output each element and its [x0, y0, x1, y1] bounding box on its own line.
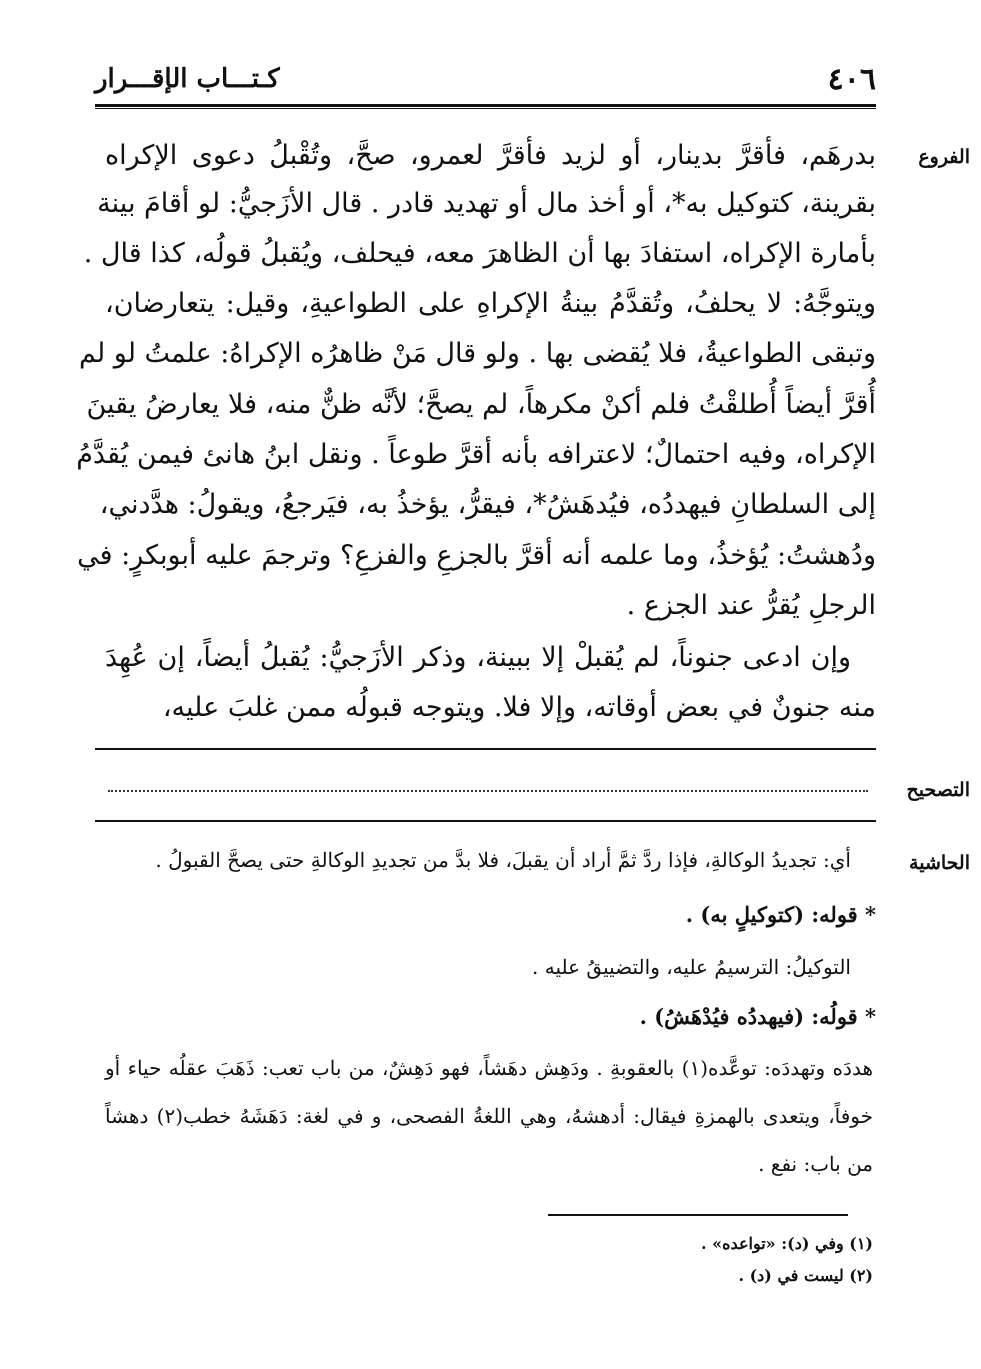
main-line-5: وتبقى الطواعيةُ، فلا يُقضى بها . ولو قال مَنْ ظاهرُه الإكراهُ: علمتُ لو لم: [78, 338, 876, 369]
book-title: كـتـــاب الإقـــرار: [95, 64, 280, 94]
tashih-dotted-line: [108, 790, 868, 792]
page-number: ٤٠٦: [827, 62, 876, 97]
separator-rule-2: [95, 820, 876, 822]
footnote-1: (١) وفي (د): «تواعده» .: [701, 1234, 873, 1253]
main-line-10: الرجلِ يُقرُّ عند الجزع .: [626, 590, 876, 621]
side-label-hashiya: الحاشية: [909, 852, 970, 874]
hashiya-entry1-head: * قوله: (كتوكيلٍ به) .: [685, 902, 876, 927]
main-line-8: إلى السلطانِ فيهددُه، فيُدهَشُ*، فيقرُّ، يؤخذُ به، فيَرجعُ، ويقولُ: هدَّدني،: [99, 489, 876, 520]
main-line-3: بأمارة الإكراه، استفادَ بها أن الظاهرَ معه، فيحلف، ويُقبلُ قولُه، كذا قال .: [83, 238, 876, 269]
footnote-rule: [548, 1214, 848, 1216]
hashiya-intro: أي: تجديدُ الوكالةِ، فإذا ردَّ ثمَّ أراد أن يقبلَ، فلا بدَّ من تجديدِ الوكالةِ حتى يصحَّ القبولُ .: [155, 848, 851, 872]
footnote-2: (٢) ليست في (د) .: [738, 1266, 873, 1285]
hashiya-entry2-line-2: خوفاً، ويتعدى بالهمزةِ فيقال: أدهشهُ، وهي اللغةُ الفصحى، و في لغة: دَهَشَهُ خطب(٢) دهشاً: [105, 1104, 873, 1128]
header-rule-thin: [95, 108, 876, 109]
main-para2-line-2: منه جنونٌ في بعض أوقاته، وإلا فلا. ويتوجه قبولُه ممن غلبَ عليه،: [162, 692, 876, 723]
side-label-furu: الفروع: [918, 146, 970, 168]
main-line-4: ويتوجَّهُ: لا يحلفُ، وتُقدَّمُ بينةُ الإكراهِ على الطواعيةِ، وقيل: يتعارضان،: [105, 288, 876, 319]
hashiya-entry2-line-3: من باب: نفع .: [758, 1152, 873, 1176]
main-line-9: ودُهشتُ: يُؤخذُ، وما علمه أنه أقرَّ بالجزعِ والفزعِ؟ وترجمَ عليه أبوبكرٍ: في: [77, 540, 876, 571]
hashiya-entry1-text: التوكيلُ: الترسيمُ عليه، والتضييقُ عليه .: [532, 955, 851, 979]
separator-rule: [95, 748, 876, 750]
hashiya-entry2-line-1: هددَه وتهددَه: توعَّده(١) بالعقوبةِ . ودَهِش دهَشاً، فهو دَهِشٌ، من باب تعب: ذَهَبَ عقلُه حياء أو: [105, 1056, 873, 1080]
main-line-7: الإكراه، وفيه احتمالٌ؛ لاعترافه بأنه أقرَّ طوعاً . ونقل ابنُ هانئ فيمن يُقدَّمُ: [76, 439, 876, 470]
side-label-tashih: التصحيح: [906, 779, 970, 801]
main-line-1: بدرهَم، فأقرَّ بدينار، أو لزيد فأقرَّ لعمرو، صحَّ، وتُقْبلُ دعوى الإكراه: [105, 140, 876, 171]
main-line-2: بقرينة، كتوكيل به*، أو أخذ مال أو تهديد قادر . قال الأزَجيُّ: لو أقامَ بينة: [97, 188, 876, 219]
main-line-6: أُقرَّ أيضاً أُطلقْتُ فلم أكنْ مكرهاً، لم يصحَّ؛ لأنَّه ظنٌّ منه، فلا يعارضُ يقينَ: [86, 389, 876, 420]
main-para2-line-1: وإن ادعى جنوناً، لم يُقبلْ إلا ببينة، وذكر الأزَجيُّ: يُقبلُ أيضاً، إن عُهِدَ: [105, 642, 851, 673]
header-rule: [95, 104, 876, 107]
hashiya-entry2-head: * قولُه: (فيهددُه فيُدْهَشُ) .: [639, 1004, 876, 1029]
